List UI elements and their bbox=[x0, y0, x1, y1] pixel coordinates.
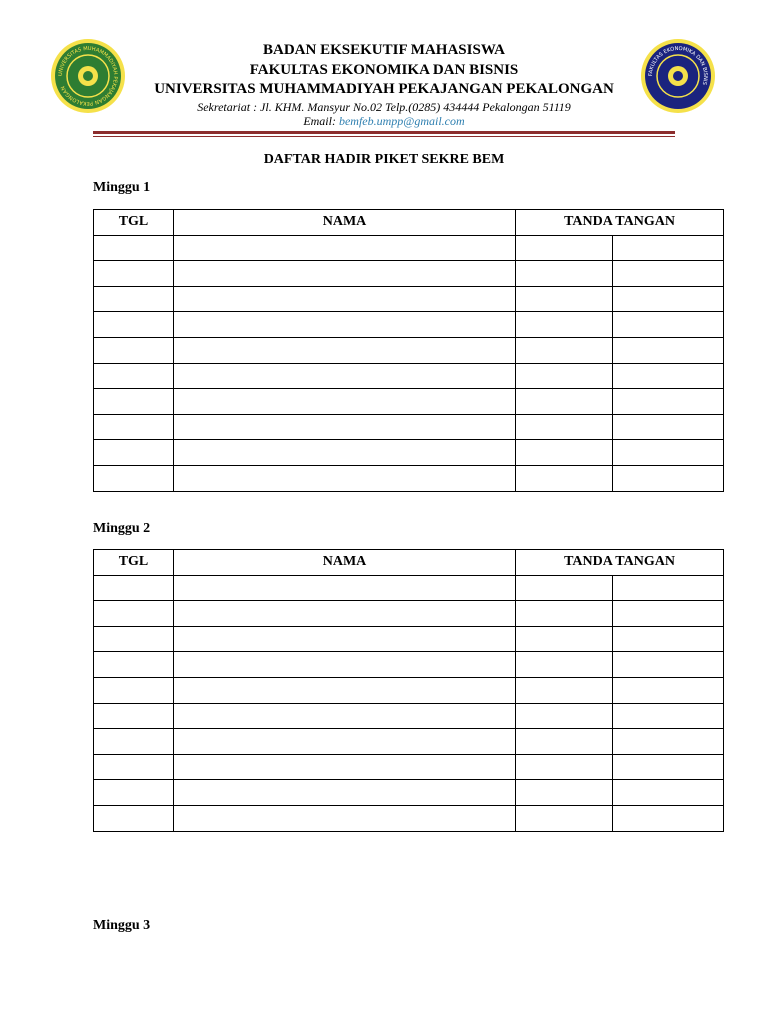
col-header-nama: NAMA bbox=[174, 550, 516, 576]
signature-cell[interactable] bbox=[516, 363, 613, 389]
attendance-table-week-1 bbox=[93, 209, 724, 492]
signature-cell[interactable] bbox=[613, 235, 724, 261]
tgl-cell[interactable] bbox=[94, 703, 174, 729]
tgl-cell[interactable] bbox=[94, 312, 174, 338]
tgl-cell[interactable] bbox=[94, 626, 174, 652]
signature-cell[interactable] bbox=[613, 703, 724, 729]
header-divider bbox=[93, 131, 675, 134]
nama-cell[interactable] bbox=[174, 261, 516, 287]
signature-cell[interactable] bbox=[613, 780, 724, 806]
signature-cell[interactable] bbox=[516, 235, 613, 261]
table-row bbox=[94, 363, 724, 389]
table-row bbox=[94, 780, 724, 806]
col-header-tgl: TGL bbox=[94, 210, 174, 236]
table-row bbox=[94, 286, 724, 312]
nama-cell[interactable] bbox=[174, 337, 516, 363]
org-name: BADAN EKSEKUTIF MAHASISWA bbox=[263, 42, 505, 58]
table-row bbox=[94, 414, 724, 440]
nama-cell[interactable] bbox=[174, 312, 516, 338]
signature-cell[interactable] bbox=[516, 261, 613, 287]
tgl-cell[interactable] bbox=[94, 754, 174, 780]
tgl-cell[interactable] bbox=[94, 805, 174, 831]
tgl-cell[interactable] bbox=[94, 286, 174, 312]
nama-cell[interactable] bbox=[174, 575, 516, 601]
nama-cell[interactable] bbox=[174, 805, 516, 831]
signature-cell[interactable] bbox=[516, 465, 613, 491]
signature-cell[interactable] bbox=[613, 626, 724, 652]
signature-cell[interactable] bbox=[516, 754, 613, 780]
signature-cell[interactable] bbox=[516, 337, 613, 363]
svg-text:FAKULTAS EKONOMIKA DAN BISNIS: FAKULTAS EKONOMIKA DAN BISNIS bbox=[647, 45, 709, 86]
signature-cell[interactable] bbox=[516, 286, 613, 312]
tgl-cell[interactable] bbox=[94, 389, 174, 415]
table-row bbox=[94, 465, 724, 491]
tgl-cell[interactable] bbox=[94, 337, 174, 363]
signature-cell[interactable] bbox=[613, 729, 724, 755]
table-row bbox=[94, 235, 724, 261]
nama-cell[interactable] bbox=[174, 703, 516, 729]
tgl-cell[interactable] bbox=[94, 363, 174, 389]
nama-cell[interactable] bbox=[174, 389, 516, 415]
nama-cell[interactable] bbox=[174, 235, 516, 261]
table-row bbox=[94, 575, 724, 601]
nama-cell[interactable] bbox=[174, 626, 516, 652]
tgl-cell[interactable] bbox=[94, 780, 174, 806]
week-1-label: Minggu 1 bbox=[93, 180, 151, 195]
signature-cell[interactable] bbox=[613, 465, 724, 491]
table-row bbox=[94, 652, 724, 678]
signature-cell[interactable] bbox=[613, 363, 724, 389]
table-row bbox=[94, 805, 724, 831]
signature-cell[interactable] bbox=[516, 677, 613, 703]
table-row bbox=[94, 677, 724, 703]
signature-cell[interactable] bbox=[613, 652, 724, 678]
signature-cell[interactable] bbox=[516, 703, 613, 729]
signature-cell[interactable] bbox=[613, 677, 724, 703]
nama-cell[interactable] bbox=[174, 286, 516, 312]
nama-cell[interactable] bbox=[174, 601, 516, 627]
signature-cell[interactable] bbox=[613, 312, 724, 338]
table-row bbox=[94, 754, 724, 780]
signature-cell[interactable] bbox=[516, 729, 613, 755]
signature-cell[interactable] bbox=[613, 389, 724, 415]
col-header-tanda-tangan: TANDA TANGAN bbox=[516, 550, 724, 576]
email-label: Email: bbox=[303, 114, 336, 128]
signature-cell[interactable] bbox=[516, 440, 613, 466]
tgl-cell[interactable] bbox=[94, 652, 174, 678]
document-title: DAFTAR HADIR PIKET SEKRE BEM bbox=[263, 152, 505, 167]
nama-cell[interactable] bbox=[174, 440, 516, 466]
table-row bbox=[94, 729, 724, 755]
signature-cell[interactable] bbox=[613, 575, 724, 601]
table-row bbox=[94, 312, 724, 338]
svg-text:UNIVERSITAS MUHAMMADIYAH PEKAJ: UNIVERSITAS MUHAMMADIYAH PEKAJANGAN PEKALONGAN bbox=[57, 45, 119, 107]
signature-cell[interactable] bbox=[516, 626, 613, 652]
nama-cell[interactable] bbox=[174, 729, 516, 755]
table-header-row bbox=[94, 550, 724, 576]
col-header-tgl: TGL bbox=[94, 550, 174, 576]
table-row bbox=[94, 440, 724, 466]
tgl-cell[interactable] bbox=[94, 575, 174, 601]
email-line bbox=[0, 114, 768, 129]
address: Sekretariat : Jl. KHM. Mansyur No.02 Telp.(0285) 434444 Pekalongan 51119 bbox=[197, 100, 571, 114]
nama-cell[interactable] bbox=[174, 652, 516, 678]
faculty-name: FAKULTAS EKONOMIKA DAN BISNIS bbox=[249, 62, 519, 78]
signature-cell[interactable] bbox=[613, 414, 724, 440]
col-header-nama: NAMA bbox=[174, 210, 516, 236]
nama-cell[interactable] bbox=[174, 780, 516, 806]
nama-cell[interactable] bbox=[174, 754, 516, 780]
col-header-tanda-tangan: TANDA TANGAN bbox=[516, 210, 724, 236]
header-divider-thin bbox=[93, 136, 675, 137]
signature-cell[interactable] bbox=[516, 312, 613, 338]
table-row bbox=[94, 261, 724, 287]
week-2-label: Minggu 2 bbox=[93, 521, 151, 536]
signature-cell[interactable] bbox=[613, 337, 724, 363]
tgl-cell[interactable] bbox=[94, 261, 174, 287]
signature-cell[interactable] bbox=[613, 286, 724, 312]
table-header-row bbox=[94, 210, 724, 236]
tgl-cell[interactable] bbox=[94, 677, 174, 703]
table-row bbox=[94, 626, 724, 652]
university-name: UNIVERSITAS MUHAMMADIYAH PEKAJANGAN PEKALONGAN bbox=[154, 81, 614, 97]
week-3-label: Minggu 3 bbox=[93, 918, 151, 933]
table-row bbox=[94, 389, 724, 415]
signature-cell[interactable] bbox=[516, 652, 613, 678]
nama-cell[interactable] bbox=[174, 465, 516, 491]
signature-cell[interactable] bbox=[613, 440, 724, 466]
signature-cell[interactable] bbox=[613, 601, 724, 627]
nama-cell[interactable] bbox=[174, 414, 516, 440]
signature-cell[interactable] bbox=[613, 754, 724, 780]
tgl-cell[interactable] bbox=[94, 235, 174, 261]
nama-cell[interactable] bbox=[174, 677, 516, 703]
attendance-table-week-2 bbox=[93, 549, 724, 832]
signature-cell[interactable] bbox=[516, 575, 613, 601]
tgl-cell[interactable] bbox=[94, 601, 174, 627]
signature-cell[interactable] bbox=[516, 780, 613, 806]
table-row bbox=[94, 601, 724, 627]
signature-cell[interactable] bbox=[516, 805, 613, 831]
table-row bbox=[94, 337, 724, 363]
table-row bbox=[94, 703, 724, 729]
tgl-cell[interactable] bbox=[94, 440, 174, 466]
signature-cell[interactable] bbox=[516, 389, 613, 415]
email-link[interactable]: bemfeb.umpp@gmail.com bbox=[338, 114, 465, 128]
signature-cell[interactable] bbox=[516, 414, 613, 440]
nama-cell[interactable] bbox=[174, 363, 516, 389]
tgl-cell[interactable] bbox=[94, 414, 174, 440]
signature-cell[interactable] bbox=[613, 805, 724, 831]
signature-cell[interactable] bbox=[516, 601, 613, 627]
signature-cell[interactable] bbox=[613, 261, 724, 287]
tgl-cell[interactable] bbox=[94, 465, 174, 491]
tgl-cell[interactable] bbox=[94, 729, 174, 755]
